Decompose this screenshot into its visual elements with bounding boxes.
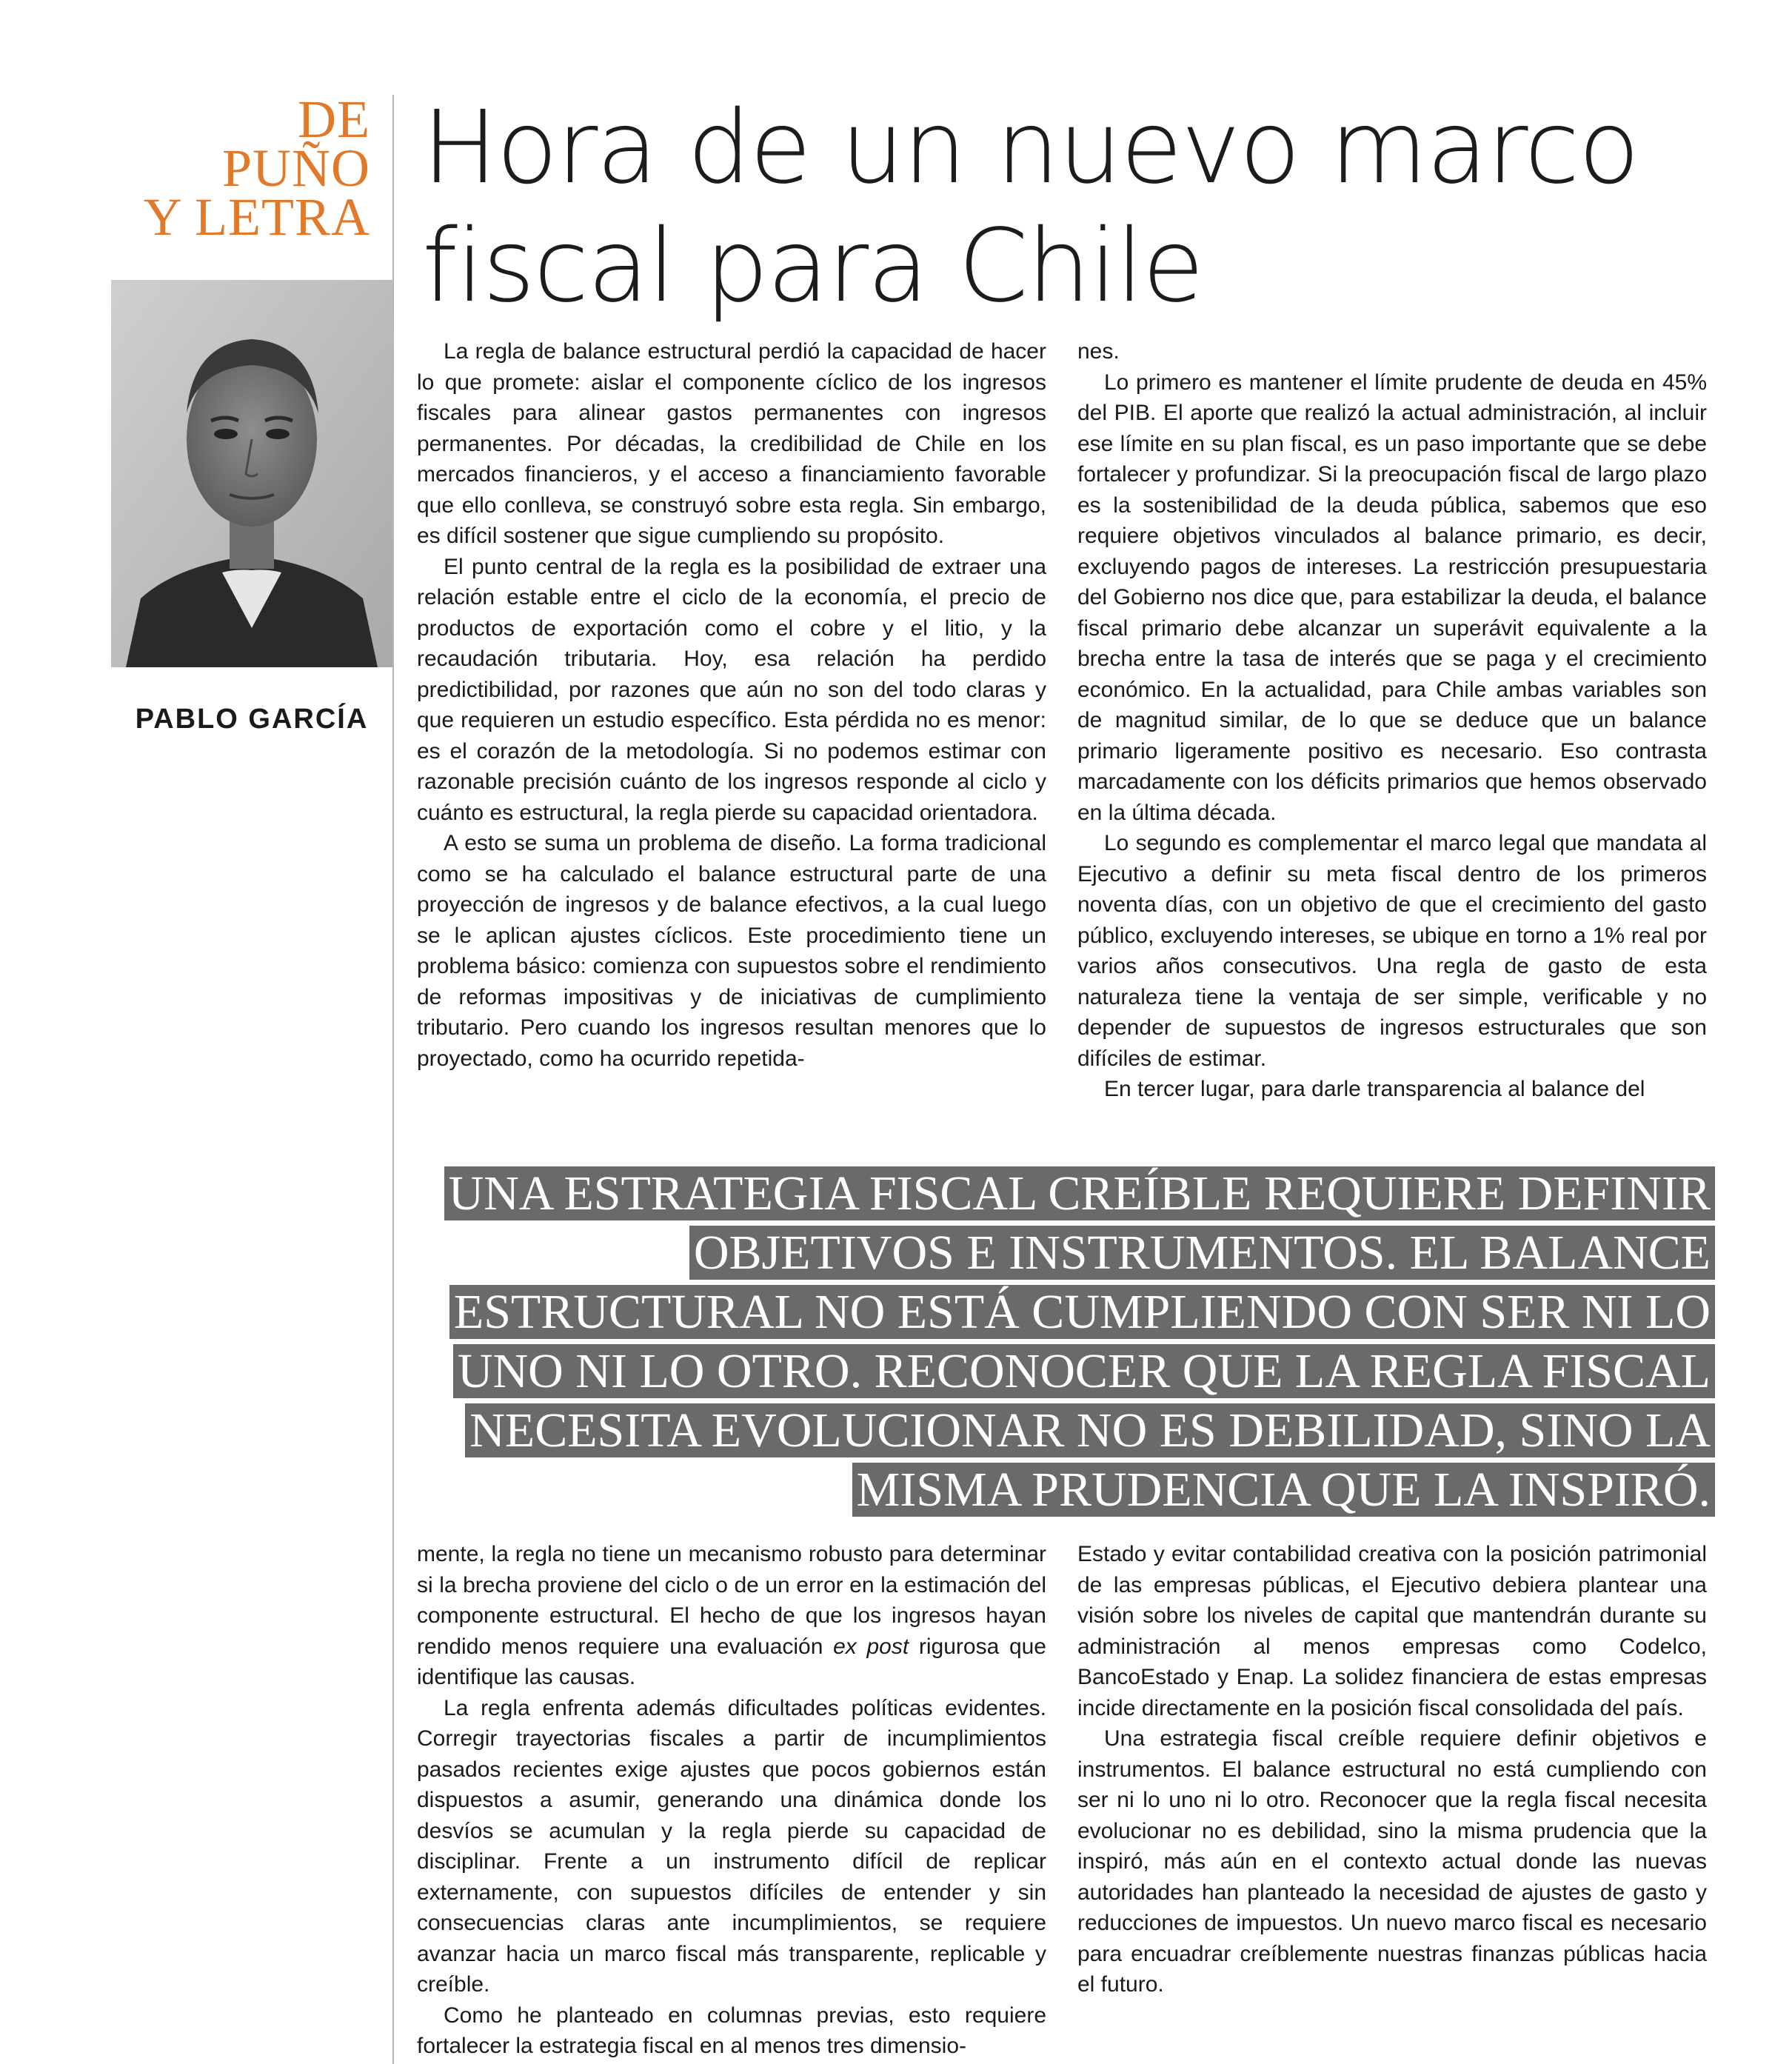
- paragraph: A esto se suma un problema de diseño. La forma tradicional como se ha calculado el balance estructural parte de una proyección de ingresos y de balance efectivos, a la cual luego se le aplican ajustes cíclicos. Este procedimiento tiene un problema básico: comienza con supuestos sobre el rendimiento de reformas impositivas y de iniciativas de cumplimiento tributario. Pero cuando los ingresos resultan menores que lo proyectado, como ha ocurrido repetida-: [417, 831, 1046, 1071]
- headline: [422, 89, 1755, 326]
- headline-line: Hora de un nuevo marco: [422, 90, 1639, 207]
- paragraph: El punto central de la regla es la posibilidad de extraer una relación estable entre el ciclo de la economía, el precio de productos de exportación como el cobre y el litio, y la recaudación tributaria. Hoy, esa relación ha perdido predictibilidad, por razones que aún no son del todo claras y que requieren un estudio específico. Esta pérdida no es menor: es el corazón de la metodología. Si no podemos estimar con razonable precisión cuánto de los ingresos responde al ciclo y cuánto es estructural, la regla pierde su capacidad orientadora.: [417, 554, 1046, 825]
- column-divider: [392, 95, 394, 2064]
- paragraph: [417, 1539, 1046, 1693]
- body-column-4: [1077, 1539, 1707, 2000]
- paragraph: Como he planteado en columnas previas, esto requiere fortalecer la estrategia fiscal en al menos tres dimensio-: [417, 2003, 1046, 2058]
- paragraph-text: rigurosa que identifique las causas.: [417, 1634, 1046, 1689]
- paragraph: La regla enfrenta además dificultades políticas evidentes. Corregir trayectorias fiscales a partir de incumplimientos pasados recientes exige ajustes que pocos gobiernos están dispuestos a asumir, generando una dinámica donde los desvíos se acumulan y la regla pierde su capacidad de disciplinar. Frente a un instrumento difícil de replicar externamente, con supuestos difíciles de entender y sin consecuencias claras ante incumplimientos, se requiere avanzar hacia un marco fiscal más transparente, replicable y creíble.: [417, 1695, 1046, 1997]
- section-label-line: PUÑO: [221, 138, 370, 198]
- paragraph: Estado y evitar contabilidad creativa con la posición patrimonial de las empresas públicas, el Ejecutivo debiera plantear una visión sobre los niveles de capital que mantendrán durante su administración al menos empresas como Codelco, BancoEstado y Enap. La solidez financiera de estas empresas incide directamente en la posición fiscal consolidada del país.: [1077, 1542, 1707, 1720]
- paragraph: Lo primero es mantener el límite prudente de deuda en 45% del PIB. El aporte que realizó la actual administración, al incluir ese límite en su plan fiscal, es un paso importante que se debe fortalecer y profundizar. Si la preocupación fiscal de largo plazo es la sostenibilidad de la deuda pública, sabemos que eso requiere objetivos vinculados al balance primario, es decir, excluyendo pagos de intereses. La restricción presupuestaria del Gobierno nos dice que, para estabilizar la deuda, el balance fiscal primario debe alcanzar un superávit equivalente a la brecha entre la tasa de interés que se paga y el crecimiento económico. En la actualidad, para Chile ambas variables son de magnitud similar, de lo que se deduce que un balance primario ligeramente positivo es necesario. Eso contrasta marcadamente con los déficits primarios que hemos observado en la última década.: [1077, 370, 1707, 825]
- section-label-line: Y LETRA: [143, 187, 370, 247]
- paragraph-text: mente, la regla no tiene un mecanismo robusto para determinar si la brecha proviene del ciclo o de un error en la estimación del componente estructural. El hecho de que los ingresos hayan rendido menos requiere una evaluación: [417, 1542, 1046, 1659]
- paragraph: Lo segundo es complementar el marco legal que mandata al Ejecutivo a definir su meta fiscal dentro de los primeros noventa días, con un objetivo de que el crecimiento del gasto público, excluyendo intereses, se ubique en torno a 1% real por varios años consecutivos. Una regla de gasto de esta naturaleza tiene la ventaja de ser simple, verificable y no depender de supuestos de ingresos estructurales que son difíciles de estimar.: [1077, 831, 1707, 1071]
- emphasis-text: ex post: [833, 1634, 909, 1659]
- body-column-3: [417, 1539, 1046, 2062]
- author-photo: [111, 280, 392, 667]
- pull-quote: [415, 1164, 1715, 1520]
- headline-line: fiscal para Chile: [422, 208, 1203, 325]
- section-label: [89, 90, 370, 247]
- body-column-2: [1077, 336, 1707, 1105]
- pull-quote-text: UNA ESTRATEGIA FISCAL CREÍBLE REQUIERE DEFINIR OBJETIVOS E INSTRUMENTOS. EL BALANCE ESTRUCTURAL NO ESTÁ CUMPLIENDO CON SER NI LO UNO NI LO OTRO. RECONOCER QUE LA REGLA FISCAL NECESITA EVOLUCIONAR NO ES DEBILIDAD, SINO LA MISMA PRUDENCIA QUE LA INSPIRÓ.: [444, 1166, 1715, 1517]
- paragraph: nes.: [1077, 339, 1120, 364]
- body-column-1: [417, 336, 1046, 1074]
- section-label-line: DE: [298, 90, 370, 149]
- paragraph: Una estrategia fiscal creíble requiere definir objetivos e instrumentos. El balance estructural no está cumpliendo con ser ni lo uno ni lo otro. Reconocer que la regla fiscal necesita evolucionar no es debilidad, sino la misma prudencia que la inspiró, más aún en el contexto actual donde las nuevas autoridades han planteado la necesidad de ajustes de gasto y reducciones de impuestos. Un nuevo marco fiscal es necesario para encuadrar creíblemente nuestras finanzas públicas hacia el futuro.: [1077, 1726, 1707, 1997]
- paragraph: La regla de balance estructural perdió la capacidad de hacer lo que promete: aislar el componente cíclico de los ingresos fiscales para alinear gastos permanentes con ingresos permanentes. Por décadas, la credibilidad de Chile en los mercados financieros, y el acceso a financiamiento favorable que ello conlleva, se construyó sobre esta regla. Sin embargo, es difícil sostener que sigue cumpliendo su propósito.: [417, 339, 1046, 548]
- paragraph: En tercer lugar, para darle transparencia al balance del: [1104, 1077, 1645, 1101]
- author-name: PABLO GARCÍA: [135, 704, 369, 735]
